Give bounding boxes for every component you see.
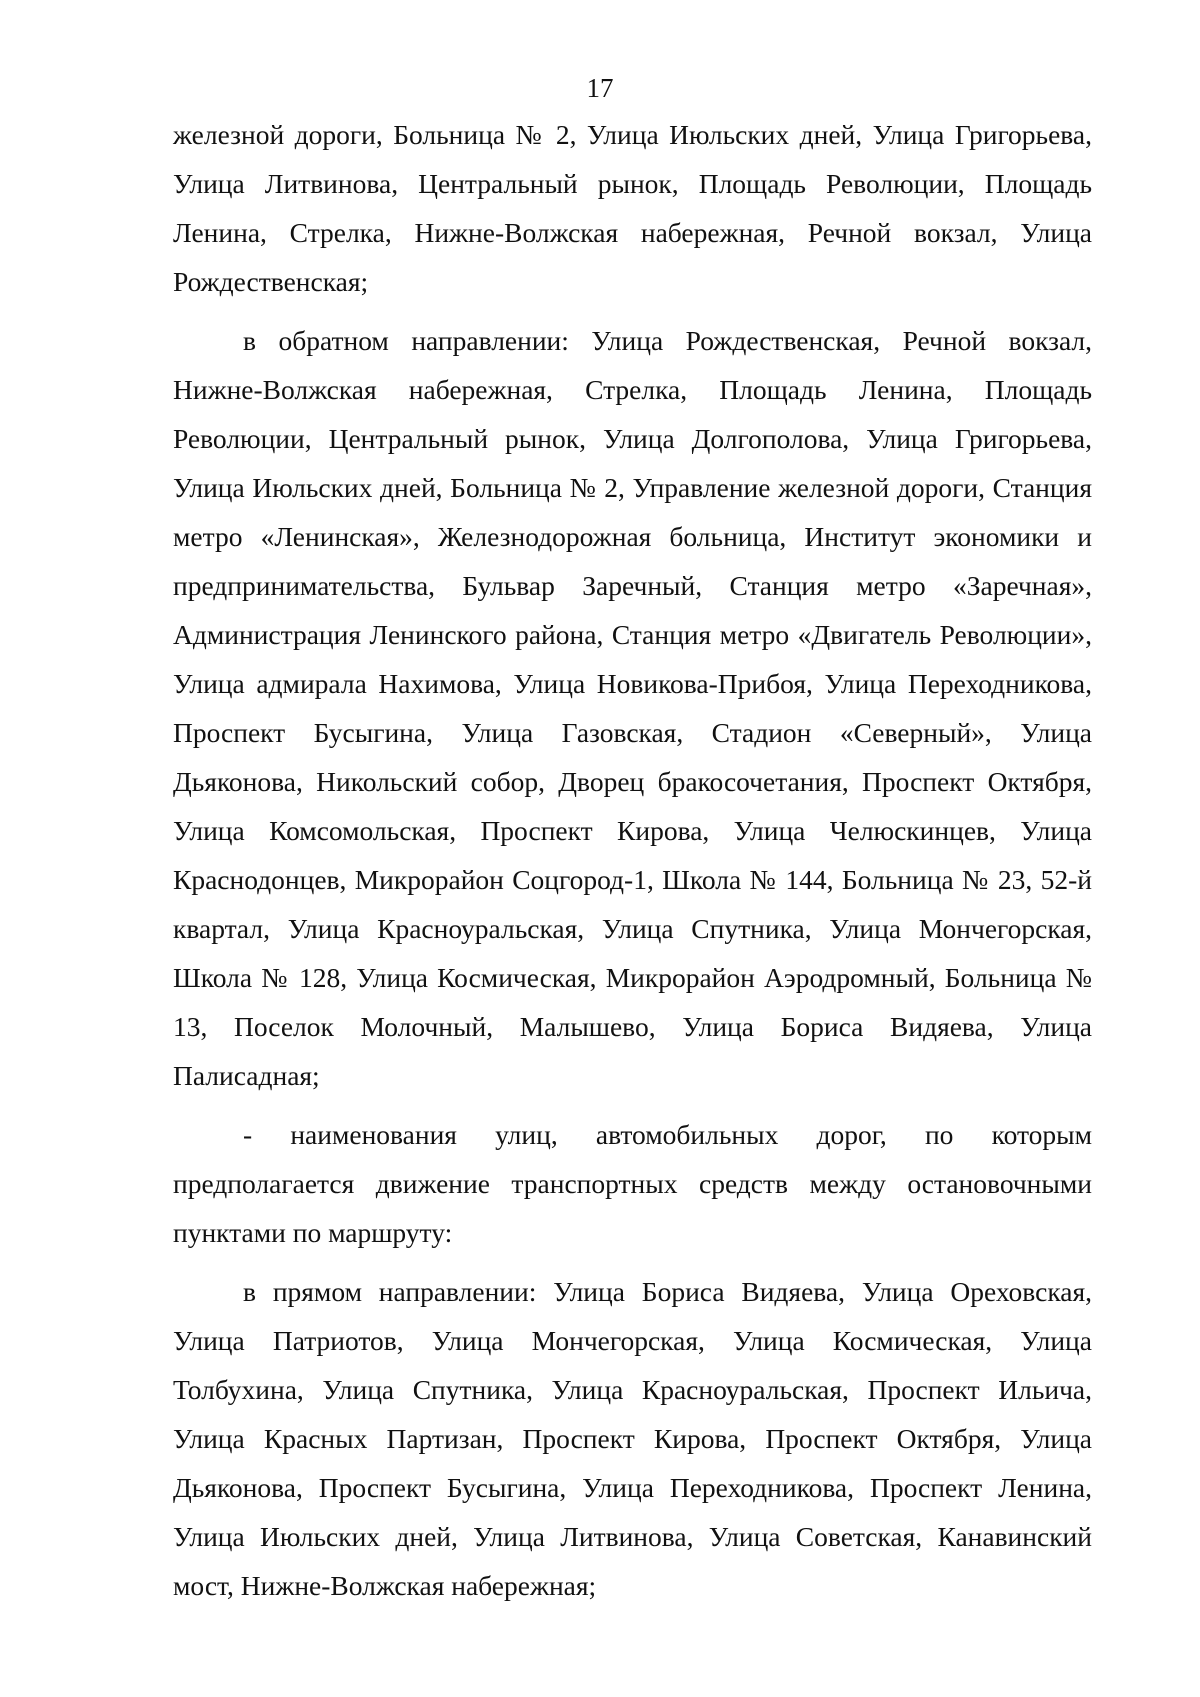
paragraph-route-forward-end: железной дороги, Больница № 2, Улица Июльских дней, Улица Григорьева, Улица Литвинова, Центральный рынок, Площадь Революции, Площадь Ленина, Стрелка, Нижне-Волжская набережная, Речной вокзал, Улица Рождественская; [173,119,1092,297]
document-body [173,110,1092,1610]
page-number: 17 [586,73,614,103]
paragraph-street-names-heading: - наименования улиц, автомобильных дорог, по которым предполагается движение транспортных средств между остановочными пунктами по маршруту: [173,1119,1092,1248]
paragraph-route-reverse: в обратном направлении: Улица Рождественская, Речной вокзал, Нижне-Волжская набережная, Стрелка, Площадь Ленина, Площадь Революции, Центральный рынок, Улица Долгополова, Улица Григорьева, Улица Июльских дней, Больница № 2, Управление железной дороги, Станция метро «Ленинская», Железнодорожная больница, Институт экономики и предпринимательства, Бульвар Заречный, Станция метро «Заречная», Администрация Ленинского района, Станция метро «Двигатель Революции», Улица адмирала Нахимова, Улица Новикова-Прибоя, Улица Переходникова, Проспект Бусыгина, Улица Газовская, Стадион «Северный», Улица Дьяконова, Никольский собор, Дворец бракосочетания, Проспект Октября, Улица Комсомольская, Проспект Кирова, Улица Челюскинцев, Улица Краснодонцев, Микрорайон Соцгород-1, Школа № 144, Больница № 23, 52-й квартал, Улица Красноуральская, Улица Спутника, Улица Мончегорская, Школа № 128, Улица Космическая, Микрорайон Аэродромный, Больница № 13, Поселок Молочный, Малышево, Улица Бориса Видяева, Улица Палисадная; [173,325,1092,1091]
paragraph-streets-forward: в прямом направлении: Улица Бориса Видяева, Улица Ореховская, Улица Патриотов, Улица Мончегорская, Улица Космическая, Улица Толбухина, Улица Спутника, Улица Красноуральская, Проспект Ильича, Улица Красных Партизан, Проспект Кирова, Проспект Октября, Улица Дьяконова, Проспект Бусыгина, Улица Переходникова, Проспект Ленина, Улица Июльских дней, Улица Литвинова, Улица Советская, Канавинский мост, Нижне-Волжская набережная; [173,1276,1092,1601]
